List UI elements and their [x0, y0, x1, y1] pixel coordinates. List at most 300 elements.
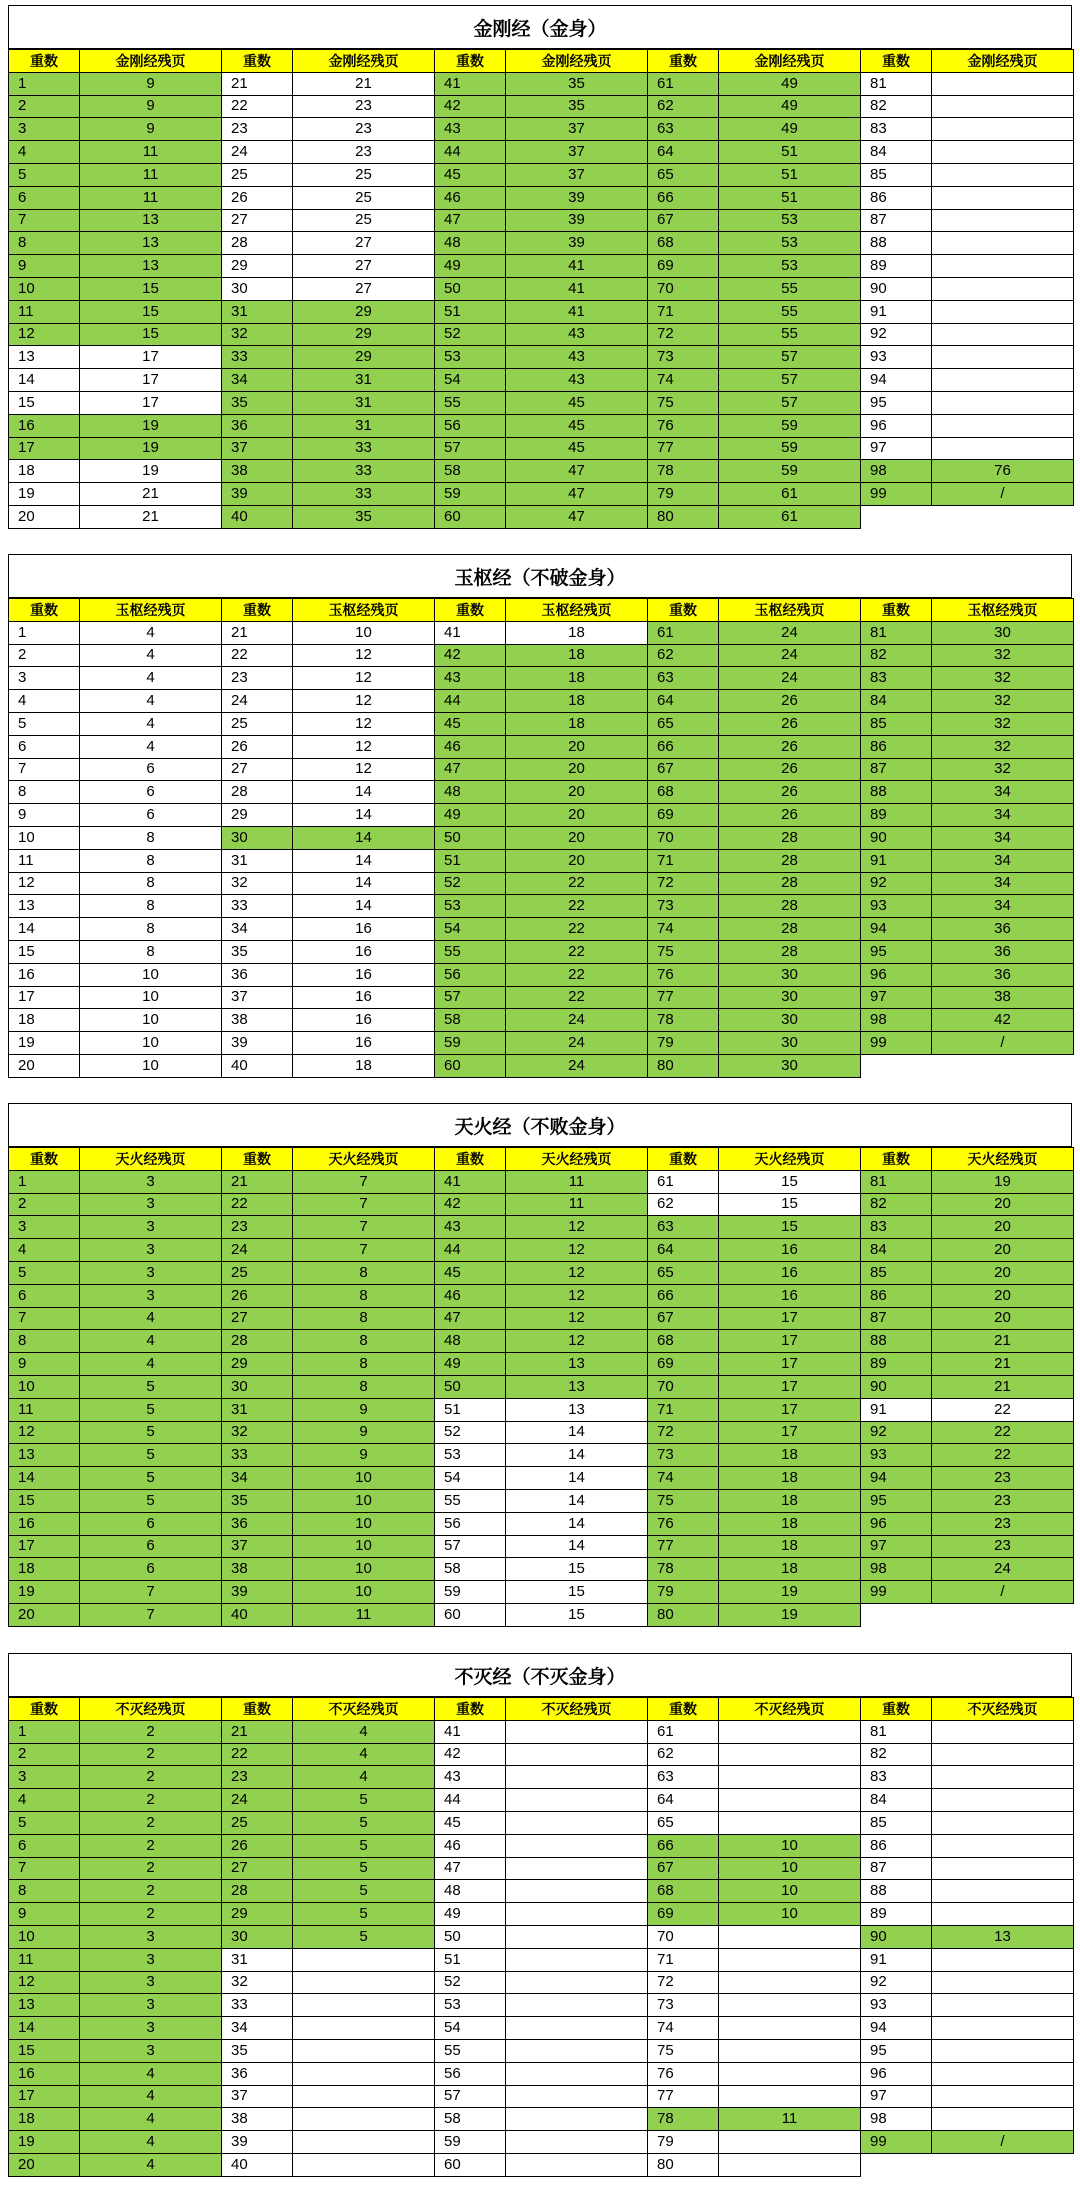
level-cell[interactable]: 8 [9, 781, 80, 804]
level-cell[interactable]: 19 [9, 483, 80, 506]
level-cell[interactable]: 72 [648, 1971, 719, 1994]
level-cell[interactable]: 55 [435, 2039, 506, 2062]
level-cell[interactable]: 59 [435, 2131, 506, 2154]
pages-cell[interactable]: 32 [932, 644, 1074, 667]
level-cell[interactable]: 85 [861, 1261, 932, 1284]
level-cell[interactable]: 63 [648, 667, 719, 690]
level-cell[interactable]: 82 [861, 1193, 932, 1216]
pages-cell[interactable]: 34 [932, 872, 1074, 895]
level-cell[interactable]: 46 [435, 735, 506, 758]
level-cell[interactable]: 29 [222, 1903, 293, 1926]
level-cell[interactable]: 3 [9, 1766, 80, 1789]
level-cell[interactable]: 10 [9, 826, 80, 849]
pages-cell[interactable]: 12 [506, 1261, 648, 1284]
pages-cell[interactable] [932, 186, 1074, 209]
level-cell[interactable]: 39 [222, 483, 293, 506]
pages-cell[interactable]: 12 [506, 1307, 648, 1330]
level-cell[interactable]: 73 [648, 346, 719, 369]
pages-cell[interactable]: 3 [80, 1994, 222, 2017]
pages-cell[interactable]: 3 [80, 1239, 222, 1262]
level-cell[interactable]: 80 [648, 2153, 719, 2176]
pages-cell[interactable]: 23 [932, 1512, 1074, 1535]
pages-cell[interactable] [719, 2039, 861, 2062]
level-cell[interactable]: 44 [435, 1789, 506, 1812]
pages-cell[interactable] [719, 1994, 861, 2017]
level-cell[interactable]: 40 [222, 1054, 293, 1077]
level-cell[interactable]: 84 [861, 690, 932, 713]
pages-cell[interactable]: 23 [293, 95, 435, 118]
pages-cell[interactable] [932, 1834, 1074, 1857]
level-cell[interactable]: 66 [648, 1284, 719, 1307]
pages-cell[interactable]: 15 [80, 277, 222, 300]
level-cell[interactable]: 87 [861, 1857, 932, 1880]
level-cell[interactable]: 51 [435, 300, 506, 323]
pages-cell[interactable]: 29 [293, 346, 435, 369]
pages-cell[interactable]: 29 [293, 323, 435, 346]
pages-cell[interactable]: 20 [932, 1193, 1074, 1216]
pages-cell[interactable]: 30 [932, 621, 1074, 644]
level-cell[interactable]: 87 [861, 1307, 932, 1330]
pages-cell[interactable]: 11 [80, 163, 222, 186]
pages-cell[interactable]: 17 [719, 1421, 861, 1444]
pages-cell[interactable]: 49 [719, 95, 861, 118]
pages-cell[interactable]: 35 [506, 95, 648, 118]
pages-cell[interactable]: 45 [506, 391, 648, 414]
pages-cell[interactable] [506, 2039, 648, 2062]
pages-cell[interactable]: 12 [293, 758, 435, 781]
pages-cell[interactable]: 12 [506, 1216, 648, 1239]
level-cell[interactable]: 12 [9, 1971, 80, 1994]
pages-cell[interactable]: 21 [932, 1375, 1074, 1398]
pages-cell[interactable]: 25 [293, 186, 435, 209]
level-cell[interactable]: 61 [648, 1170, 719, 1193]
level-cell[interactable]: 12 [9, 872, 80, 895]
pages-cell[interactable]: 5 [293, 1811, 435, 1834]
level-cell[interactable]: 76 [648, 2062, 719, 2085]
level-cell[interactable]: 75 [648, 391, 719, 414]
pages-cell[interactable] [932, 1903, 1074, 1926]
pages-cell[interactable] [506, 1925, 648, 1948]
pages-cell[interactable]: 20 [506, 849, 648, 872]
pages-cell[interactable]: 4 [80, 2062, 222, 2085]
level-cell[interactable]: 14 [9, 1467, 80, 1490]
level-cell[interactable]: 53 [435, 895, 506, 918]
pages-cell[interactable]: 10 [719, 1834, 861, 1857]
pages-cell[interactable]: 47 [506, 483, 648, 506]
pages-cell[interactable]: 12 [293, 644, 435, 667]
pages-cell[interactable]: 16 [719, 1284, 861, 1307]
pages-cell[interactable]: 51 [719, 186, 861, 209]
level-cell[interactable]: 66 [648, 1834, 719, 1857]
level-cell[interactable]: 19 [9, 1581, 80, 1604]
pages-cell[interactable]: 20 [932, 1284, 1074, 1307]
level-cell[interactable]: 25 [222, 712, 293, 735]
pages-cell[interactable] [719, 2062, 861, 2085]
level-cell[interactable]: 89 [861, 804, 932, 827]
pages-cell[interactable]: 7 [293, 1193, 435, 1216]
pages-cell[interactable]: 14 [293, 895, 435, 918]
pages-cell[interactable] [293, 2085, 435, 2108]
level-cell[interactable]: 18 [9, 2108, 80, 2131]
pages-cell[interactable] [932, 1789, 1074, 1812]
level-cell[interactable]: 73 [648, 1994, 719, 2017]
level-cell[interactable]: 51 [435, 849, 506, 872]
level-cell[interactable]: 77 [648, 1535, 719, 1558]
pages-cell[interactable]: 22 [932, 1421, 1074, 1444]
level-cell[interactable]: 83 [861, 118, 932, 141]
level-cell[interactable]: 73 [648, 1444, 719, 1467]
level-cell[interactable]: 27 [222, 1307, 293, 1330]
pages-cell[interactable]: 13 [80, 232, 222, 255]
pages-cell[interactable]: 28 [719, 895, 861, 918]
level-cell[interactable]: 99 [861, 1032, 932, 1055]
level-cell[interactable]: 22 [222, 644, 293, 667]
pages-cell[interactable]: 5 [80, 1398, 222, 1421]
pages-cell[interactable]: 2 [80, 1789, 222, 1812]
pages-cell[interactable] [932, 163, 1074, 186]
pages-cell[interactable]: 10 [719, 1880, 861, 1903]
pages-cell[interactable]: 14 [506, 1421, 648, 1444]
level-cell[interactable]: 21 [222, 621, 293, 644]
level-cell[interactable]: 41 [435, 621, 506, 644]
level-cell[interactable]: 44 [435, 1239, 506, 1262]
level-cell[interactable]: 60 [435, 1054, 506, 1077]
pages-cell[interactable] [293, 1971, 435, 1994]
pages-cell[interactable]: 5 [293, 1880, 435, 1903]
level-cell[interactable]: 24 [222, 690, 293, 713]
level-cell[interactable]: 45 [435, 712, 506, 735]
level-cell[interactable]: 52 [435, 323, 506, 346]
level-cell[interactable]: 73 [648, 895, 719, 918]
level-cell[interactable]: 24 [222, 1789, 293, 1812]
pages-cell[interactable]: 18 [506, 644, 648, 667]
level-cell[interactable]: 10 [9, 1375, 80, 1398]
pages-cell[interactable]: 26 [719, 804, 861, 827]
level-cell[interactable]: 39 [222, 1581, 293, 1604]
pages-cell[interactable]: 22 [932, 1444, 1074, 1467]
level-cell[interactable]: 60 [435, 1603, 506, 1626]
level-cell[interactable]: 39 [222, 2131, 293, 2154]
pages-cell[interactable] [932, 2108, 1074, 2131]
level-cell[interactable]: 33 [222, 346, 293, 369]
level-cell[interactable]: 74 [648, 1467, 719, 1490]
pages-cell[interactable]: 17 [80, 346, 222, 369]
pages-cell[interactable]: 6 [80, 781, 222, 804]
pages-cell[interactable] [932, 437, 1074, 460]
pages-cell[interactable] [719, 2017, 861, 2040]
pages-cell[interactable]: 13 [506, 1353, 648, 1376]
level-cell[interactable]: 13 [9, 1444, 80, 1467]
pages-cell[interactable]: 22 [506, 963, 648, 986]
level-cell[interactable]: 1 [9, 1170, 80, 1193]
pages-cell[interactable]: 24 [932, 1558, 1074, 1581]
pages-cell[interactable]: 19 [932, 1170, 1074, 1193]
level-cell[interactable]: 42 [435, 95, 506, 118]
level-cell[interactable]: 34 [222, 1467, 293, 1490]
level-cell[interactable]: 38 [222, 2108, 293, 2131]
level-cell[interactable]: 56 [435, 2062, 506, 2085]
pages-cell[interactable]: 53 [719, 255, 861, 278]
pages-cell[interactable]: 59 [719, 437, 861, 460]
pages-cell[interactable] [932, 414, 1074, 437]
pages-cell[interactable]: 49 [719, 72, 861, 95]
pages-cell[interactable]: 2 [80, 1743, 222, 1766]
level-cell[interactable]: 90 [861, 1375, 932, 1398]
level-cell[interactable]: 31 [222, 849, 293, 872]
pages-cell[interactable]: 10 [80, 1009, 222, 1032]
level-cell[interactable]: 76 [648, 1512, 719, 1535]
level-cell[interactable]: 71 [648, 1948, 719, 1971]
level-cell[interactable]: 98 [861, 2108, 932, 2131]
level-cell[interactable]: 69 [648, 1903, 719, 1926]
pages-cell[interactable] [506, 1766, 648, 1789]
level-cell[interactable]: 10 [9, 277, 80, 300]
level-cell[interactable]: 59 [435, 1032, 506, 1055]
pages-cell[interactable]: 2 [80, 1903, 222, 1926]
level-cell[interactable]: 74 [648, 2017, 719, 2040]
level-cell[interactable]: 47 [435, 758, 506, 781]
pages-cell[interactable]: 27 [293, 255, 435, 278]
level-cell[interactable]: 75 [648, 1489, 719, 1512]
level-cell[interactable]: 71 [648, 1398, 719, 1421]
level-cell[interactable]: 14 [9, 2017, 80, 2040]
pages-cell[interactable]: 5 [80, 1421, 222, 1444]
pages-cell[interactable]: 14 [506, 1444, 648, 1467]
level-cell[interactable]: 79 [648, 1581, 719, 1604]
level-cell[interactable]: 55 [435, 391, 506, 414]
pages-cell[interactable]: 10 [80, 1054, 222, 1077]
level-cell[interactable]: 52 [435, 872, 506, 895]
level-cell[interactable]: 70 [648, 1375, 719, 1398]
pages-cell[interactable]: 16 [719, 1239, 861, 1262]
pages-cell[interactable]: 2 [80, 1811, 222, 1834]
pages-cell[interactable]: 22 [506, 872, 648, 895]
level-cell[interactable]: 8 [9, 1330, 80, 1353]
level-cell[interactable]: 9 [9, 255, 80, 278]
level-cell[interactable]: 65 [648, 163, 719, 186]
pages-cell[interactable]: 45 [506, 414, 648, 437]
pages-cell[interactable]: 59 [719, 414, 861, 437]
level-cell[interactable]: 69 [648, 1353, 719, 1376]
pages-cell[interactable]: 4 [80, 2108, 222, 2131]
pages-cell[interactable]: 18 [506, 621, 648, 644]
level-cell[interactable]: 94 [861, 369, 932, 392]
level-cell[interactable]: 56 [435, 963, 506, 986]
pages-cell[interactable] [293, 2153, 435, 2176]
level-cell[interactable]: 30 [222, 1375, 293, 1398]
level-cell[interactable]: 79 [648, 483, 719, 506]
pages-cell[interactable]: 26 [719, 758, 861, 781]
pages-cell[interactable]: 10 [80, 986, 222, 1009]
level-cell[interactable]: 86 [861, 1284, 932, 1307]
level-cell[interactable]: 32 [222, 323, 293, 346]
level-cell[interactable]: 90 [861, 1925, 932, 1948]
level-cell[interactable]: 14 [9, 369, 80, 392]
pages-cell[interactable] [506, 1834, 648, 1857]
pages-cell[interactable]: 5 [80, 1375, 222, 1398]
level-cell[interactable]: 65 [648, 1811, 719, 1834]
level-cell[interactable]: 34 [222, 2017, 293, 2040]
level-cell[interactable]: 96 [861, 963, 932, 986]
level-cell[interactable]: 61 [648, 621, 719, 644]
pages-cell[interactable]: 26 [719, 690, 861, 713]
level-cell[interactable]: 84 [861, 1239, 932, 1262]
level-cell[interactable]: 93 [861, 895, 932, 918]
level-cell[interactable]: 52 [435, 1971, 506, 1994]
level-cell[interactable]: 95 [861, 940, 932, 963]
level-cell[interactable]: 38 [222, 1009, 293, 1032]
pages-cell[interactable]: 4 [80, 690, 222, 713]
level-cell[interactable]: 45 [435, 1811, 506, 1834]
pages-cell[interactable]: 25 [293, 163, 435, 186]
pages-cell[interactable]: 15 [80, 323, 222, 346]
level-cell[interactable]: 66 [648, 186, 719, 209]
level-cell[interactable]: 35 [222, 1489, 293, 1512]
level-cell[interactable]: 65 [648, 712, 719, 735]
level-cell[interactable]: 33 [222, 1994, 293, 2017]
pages-cell[interactable] [932, 2085, 1074, 2108]
level-cell[interactable]: 26 [222, 735, 293, 758]
pages-cell[interactable]: 13 [506, 1398, 648, 1421]
level-cell[interactable]: 11 [9, 1398, 80, 1421]
level-cell[interactable]: 76 [648, 963, 719, 986]
pages-cell[interactable]: 28 [719, 940, 861, 963]
pages-cell[interactable]: 13 [506, 1375, 648, 1398]
pages-cell[interactable]: 20 [932, 1261, 1074, 1284]
pages-cell[interactable]: 26 [719, 781, 861, 804]
pages-cell[interactable]: 6 [80, 1512, 222, 1535]
pages-cell[interactable]: 34 [932, 849, 1074, 872]
level-cell[interactable]: 87 [861, 209, 932, 232]
level-cell[interactable]: 29 [222, 804, 293, 827]
level-cell[interactable]: 62 [648, 644, 719, 667]
pages-cell[interactable]: 12 [293, 667, 435, 690]
level-cell[interactable]: 15 [9, 391, 80, 414]
pages-cell[interactable]: 10 [293, 1467, 435, 1490]
pages-cell[interactable]: 21 [293, 72, 435, 95]
pages-cell[interactable] [719, 1948, 861, 1971]
level-cell[interactable]: 17 [9, 2085, 80, 2108]
level-cell[interactable]: 49 [435, 1353, 506, 1376]
level-cell[interactable]: 76 [648, 414, 719, 437]
level-cell[interactable]: 94 [861, 2017, 932, 2040]
level-cell[interactable]: 75 [648, 940, 719, 963]
level-cell[interactable]: 19 [9, 2131, 80, 2154]
pages-cell[interactable]: 24 [506, 1054, 648, 1077]
pages-cell[interactable]: 17 [719, 1375, 861, 1398]
pages-cell[interactable]: 11 [80, 186, 222, 209]
level-cell[interactable]: 10 [9, 1925, 80, 1948]
pages-cell[interactable]: 41 [506, 255, 648, 278]
pages-cell[interactable]: 22 [932, 1398, 1074, 1421]
pages-cell[interactable]: 7 [80, 1581, 222, 1604]
pages-cell[interactable] [506, 1948, 648, 1971]
level-cell[interactable]: 13 [9, 346, 80, 369]
level-cell[interactable]: 42 [435, 1743, 506, 1766]
level-cell[interactable]: 23 [222, 667, 293, 690]
level-cell[interactable]: 26 [222, 186, 293, 209]
level-cell[interactable]: 6 [9, 735, 80, 758]
pages-cell[interactable]: 9 [80, 95, 222, 118]
level-cell[interactable]: 43 [435, 667, 506, 690]
pages-cell[interactable]: 41 [506, 300, 648, 323]
level-cell[interactable]: 50 [435, 1375, 506, 1398]
level-cell[interactable]: 58 [435, 460, 506, 483]
pages-cell[interactable] [506, 1994, 648, 2017]
level-cell[interactable]: 97 [861, 986, 932, 1009]
level-cell[interactable]: 44 [435, 141, 506, 164]
level-cell[interactable]: 78 [648, 1009, 719, 1032]
level-cell[interactable]: 22 [222, 1743, 293, 1766]
level-cell[interactable]: 88 [861, 1880, 932, 1903]
level-cell[interactable]: 21 [222, 1170, 293, 1193]
pages-cell[interactable]: 4 [80, 1307, 222, 1330]
level-cell[interactable]: 20 [9, 505, 80, 528]
level-cell[interactable]: 25 [222, 1261, 293, 1284]
level-cell[interactable]: 67 [648, 1307, 719, 1330]
pages-cell[interactable]: 10 [293, 1535, 435, 1558]
level-cell[interactable]: 86 [861, 735, 932, 758]
level-cell[interactable]: 40 [222, 2153, 293, 2176]
level-cell[interactable]: 74 [648, 369, 719, 392]
level-cell[interactable]: 42 [435, 1193, 506, 1216]
level-cell[interactable]: 14 [9, 918, 80, 941]
level-cell[interactable]: 84 [861, 141, 932, 164]
pages-cell[interactable]: 34 [932, 826, 1074, 849]
pages-cell[interactable]: 21 [80, 483, 222, 506]
pages-cell[interactable]: 32 [932, 690, 1074, 713]
pages-cell[interactable] [719, 1925, 861, 1948]
pages-cell[interactable]: 39 [506, 186, 648, 209]
level-cell[interactable]: 50 [435, 277, 506, 300]
pages-cell[interactable]: 10 [293, 1581, 435, 1604]
pages-cell[interactable]: 15 [719, 1193, 861, 1216]
pages-cell[interactable] [719, 1743, 861, 1766]
pages-cell[interactable]: 34 [932, 781, 1074, 804]
level-cell[interactable]: 62 [648, 95, 719, 118]
pages-cell[interactable]: 17 [719, 1398, 861, 1421]
level-cell[interactable]: 92 [861, 1421, 932, 1444]
level-cell[interactable]: 16 [9, 414, 80, 437]
level-cell[interactable]: 61 [648, 1720, 719, 1743]
level-cell[interactable]: 69 [648, 804, 719, 827]
pages-cell[interactable]: 12 [506, 1330, 648, 1353]
level-cell[interactable]: 95 [861, 1489, 932, 1512]
level-cell[interactable]: 55 [435, 940, 506, 963]
pages-cell[interactable]: 31 [293, 391, 435, 414]
pages-cell[interactable] [293, 2131, 435, 2154]
level-cell[interactable]: 8 [9, 232, 80, 255]
level-cell[interactable]: 71 [648, 849, 719, 872]
level-cell[interactable]: 15 [9, 940, 80, 963]
level-cell[interactable]: 6 [9, 186, 80, 209]
pages-cell[interactable]: / [932, 2131, 1074, 2154]
pages-cell[interactable] [932, 391, 1074, 414]
level-cell[interactable]: 15 [9, 1489, 80, 1512]
pages-cell[interactable]: 7 [293, 1239, 435, 1262]
level-cell[interactable]: 97 [861, 1535, 932, 1558]
level-cell[interactable]: 40 [222, 505, 293, 528]
level-cell[interactable]: 91 [861, 300, 932, 323]
level-cell[interactable]: 38 [222, 1558, 293, 1581]
pages-cell[interactable]: 29 [293, 300, 435, 323]
level-cell[interactable]: 49 [435, 804, 506, 827]
pages-cell[interactable]: 17 [80, 391, 222, 414]
pages-cell[interactable]: 24 [719, 667, 861, 690]
level-cell[interactable]: 19 [9, 1032, 80, 1055]
level-cell[interactable]: 60 [435, 2153, 506, 2176]
level-cell[interactable]: 16 [9, 2062, 80, 2085]
